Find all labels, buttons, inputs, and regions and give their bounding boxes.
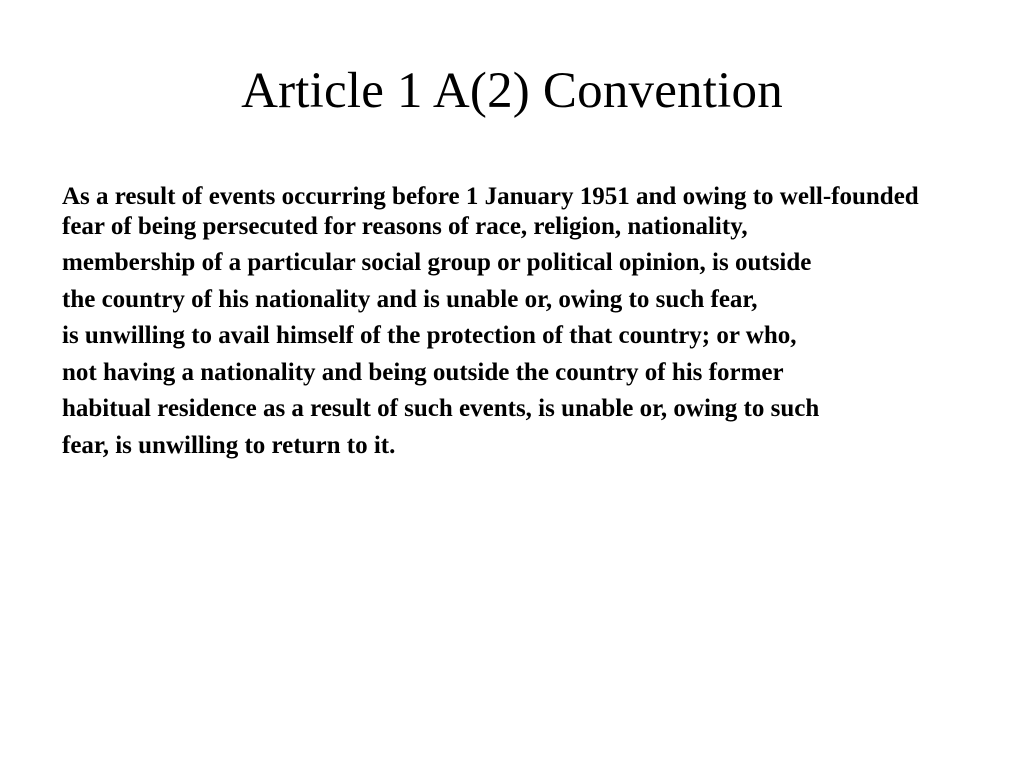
body-text [62, 182, 962, 467]
paragraph-2: membership of a particular social group or political opinion, is outside [62, 249, 812, 276]
paragraph-5: not having a nationality and being outside the country of his former [62, 358, 784, 386]
paragraph-1: As a result of events occurring before 1 January 1951 and owing to well-founded fear of being persecuted for reasons of race, religion, nationality, [62, 183, 919, 240]
paragraph-3: the country of his nationality and is unable or, owing to such fear, [62, 285, 758, 313]
paragraph-4: is unwilling to avail himself of the protection of that country; or who, [62, 322, 797, 349]
paragraph-7: fear, is unwilling to return to it. [62, 431, 396, 459]
slide-title: Article 1 A(2) Convention [241, 63, 783, 119]
paragraph-6: habitual residence as a result of such events, is unable or, owing to such [62, 395, 820, 422]
